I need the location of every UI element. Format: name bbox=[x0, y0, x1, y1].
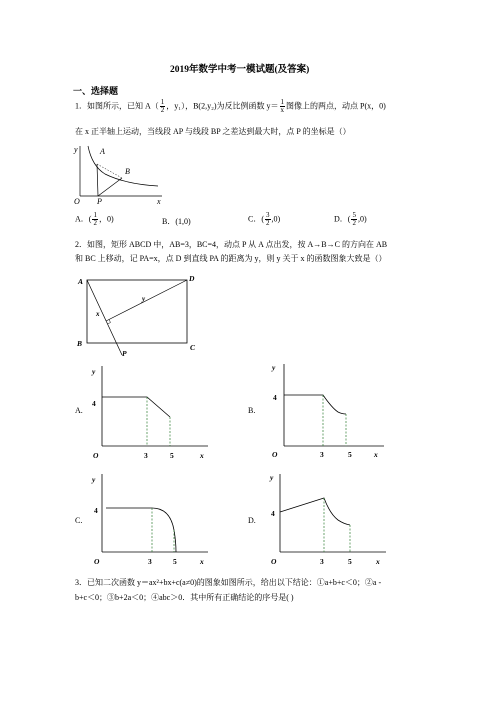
graph-d-y: y bbox=[270, 473, 274, 482]
graph-b-3: 3 bbox=[320, 450, 324, 459]
q2-option-d[interactable]: D. bbox=[248, 516, 256, 525]
q1-label-a: A bbox=[100, 147, 105, 156]
q1-label-b: B bbox=[125, 167, 130, 176]
q2-graph-d bbox=[268, 470, 388, 566]
q1-text-part2: ，y₁），B(2,y₂)为反比例函数 y＝ bbox=[166, 101, 279, 111]
graph-a-3: 3 bbox=[144, 451, 148, 460]
q2-option-a[interactable]: A. bbox=[75, 406, 83, 415]
graph-b-y: y bbox=[272, 363, 276, 372]
graph-c-o: O bbox=[94, 557, 100, 566]
q2-graph-c bbox=[90, 470, 210, 566]
q1-fraction-a: $\frac{1}{2}$ bbox=[160, 98, 165, 114]
q1-label-y: y bbox=[74, 145, 78, 154]
graph-d-o: O bbox=[271, 557, 277, 566]
q1-fraction-func: $\frac{1}{x}$ bbox=[280, 98, 285, 114]
q1-option-a[interactable]: A．( $\frac{1}{2}$ ，0) bbox=[75, 211, 114, 227]
q2-graph-a bbox=[90, 364, 210, 460]
q2-label-y: y bbox=[142, 295, 146, 303]
q1-text-part1: 1．如图所示，已知 A（ bbox=[75, 101, 159, 111]
q1-option-b[interactable]: B．(1,0) bbox=[162, 217, 191, 226]
q2-label-a: A bbox=[78, 277, 84, 286]
q1-label-p: P bbox=[97, 197, 102, 206]
q1-label-o: O bbox=[74, 197, 80, 206]
q2-line2: 和 BC 上移动，记 PA=x，点 D 到直线 PA 的距离为 y，则 y 关于 x 的函数图象大致是（） bbox=[75, 254, 387, 263]
q2-option-c[interactable]: C. bbox=[75, 516, 83, 525]
q2-label-p: P bbox=[122, 349, 127, 358]
graph-d-5: 5 bbox=[348, 557, 352, 566]
graph-c-x: x bbox=[200, 557, 204, 566]
graph-a-4: 4 bbox=[92, 399, 96, 408]
graph-b-x: x bbox=[374, 450, 378, 459]
q3-line2: b+c＜0；③b+2a＜0；④abc＞0．其中所有正确结论的序号是( ) bbox=[75, 593, 294, 602]
q1-option-c[interactable]: C．( $\frac{3}{2}$ ,0) bbox=[248, 211, 281, 227]
q3-line1: 3．已知二次函数 y＝ax²+bx+c(a≠0)的图象如图所示，给出以下结论：①a+b+c＜0；②a - bbox=[75, 578, 382, 587]
q2-graph-b bbox=[268, 362, 388, 458]
graph-a-x: x bbox=[200, 451, 204, 460]
q2-line1: 2．如图，矩形 ABCD 中，AB=3，BC=4，动点 P 从 A 点出发，按 A→B→C 的方向在 AB bbox=[75, 240, 388, 249]
q2-label-d: D bbox=[189, 274, 195, 283]
graph-c-3: 3 bbox=[148, 557, 152, 566]
graph-b-o: O bbox=[272, 450, 278, 459]
q1-figure bbox=[70, 140, 170, 208]
q2-label-c: C bbox=[190, 343, 196, 352]
graph-c-5: 5 bbox=[173, 557, 177, 566]
graph-d-3: 3 bbox=[320, 557, 324, 566]
graph-c-y: y bbox=[92, 475, 96, 484]
q2-option-b[interactable]: B. bbox=[248, 406, 256, 415]
graph-d-4: 4 bbox=[271, 509, 275, 518]
graph-d-x: x bbox=[376, 557, 380, 566]
q1-line1 bbox=[75, 99, 386, 114]
graph-c-4: 4 bbox=[94, 506, 98, 515]
q2-label-b: B bbox=[77, 339, 83, 348]
page-title: 2019年数学中考一模试题(及答案) bbox=[170, 65, 310, 75]
graph-a-o: O bbox=[93, 451, 99, 460]
q1-label-x: x bbox=[157, 197, 161, 206]
q1-line2: 在 x 正半轴上运动，当线段 AP 与线段 BP 之差达到最大时，点 P 的坐标是（） bbox=[75, 127, 351, 136]
section-heading: 一、选择题 bbox=[73, 86, 119, 96]
q1-option-d[interactable]: D．( $\frac{5}{2}$ ,0) bbox=[334, 211, 367, 227]
graph-b-4: 4 bbox=[273, 393, 277, 402]
graph-a-5: 5 bbox=[170, 451, 174, 460]
graph-a-y: y bbox=[92, 367, 96, 376]
q2-label-x: x bbox=[96, 310, 100, 318]
graph-b-5: 5 bbox=[348, 450, 352, 459]
q1-text-part3: 图像上的两点，动点 P(x，0) bbox=[286, 101, 386, 111]
q2-rectangle-figure bbox=[76, 272, 204, 360]
